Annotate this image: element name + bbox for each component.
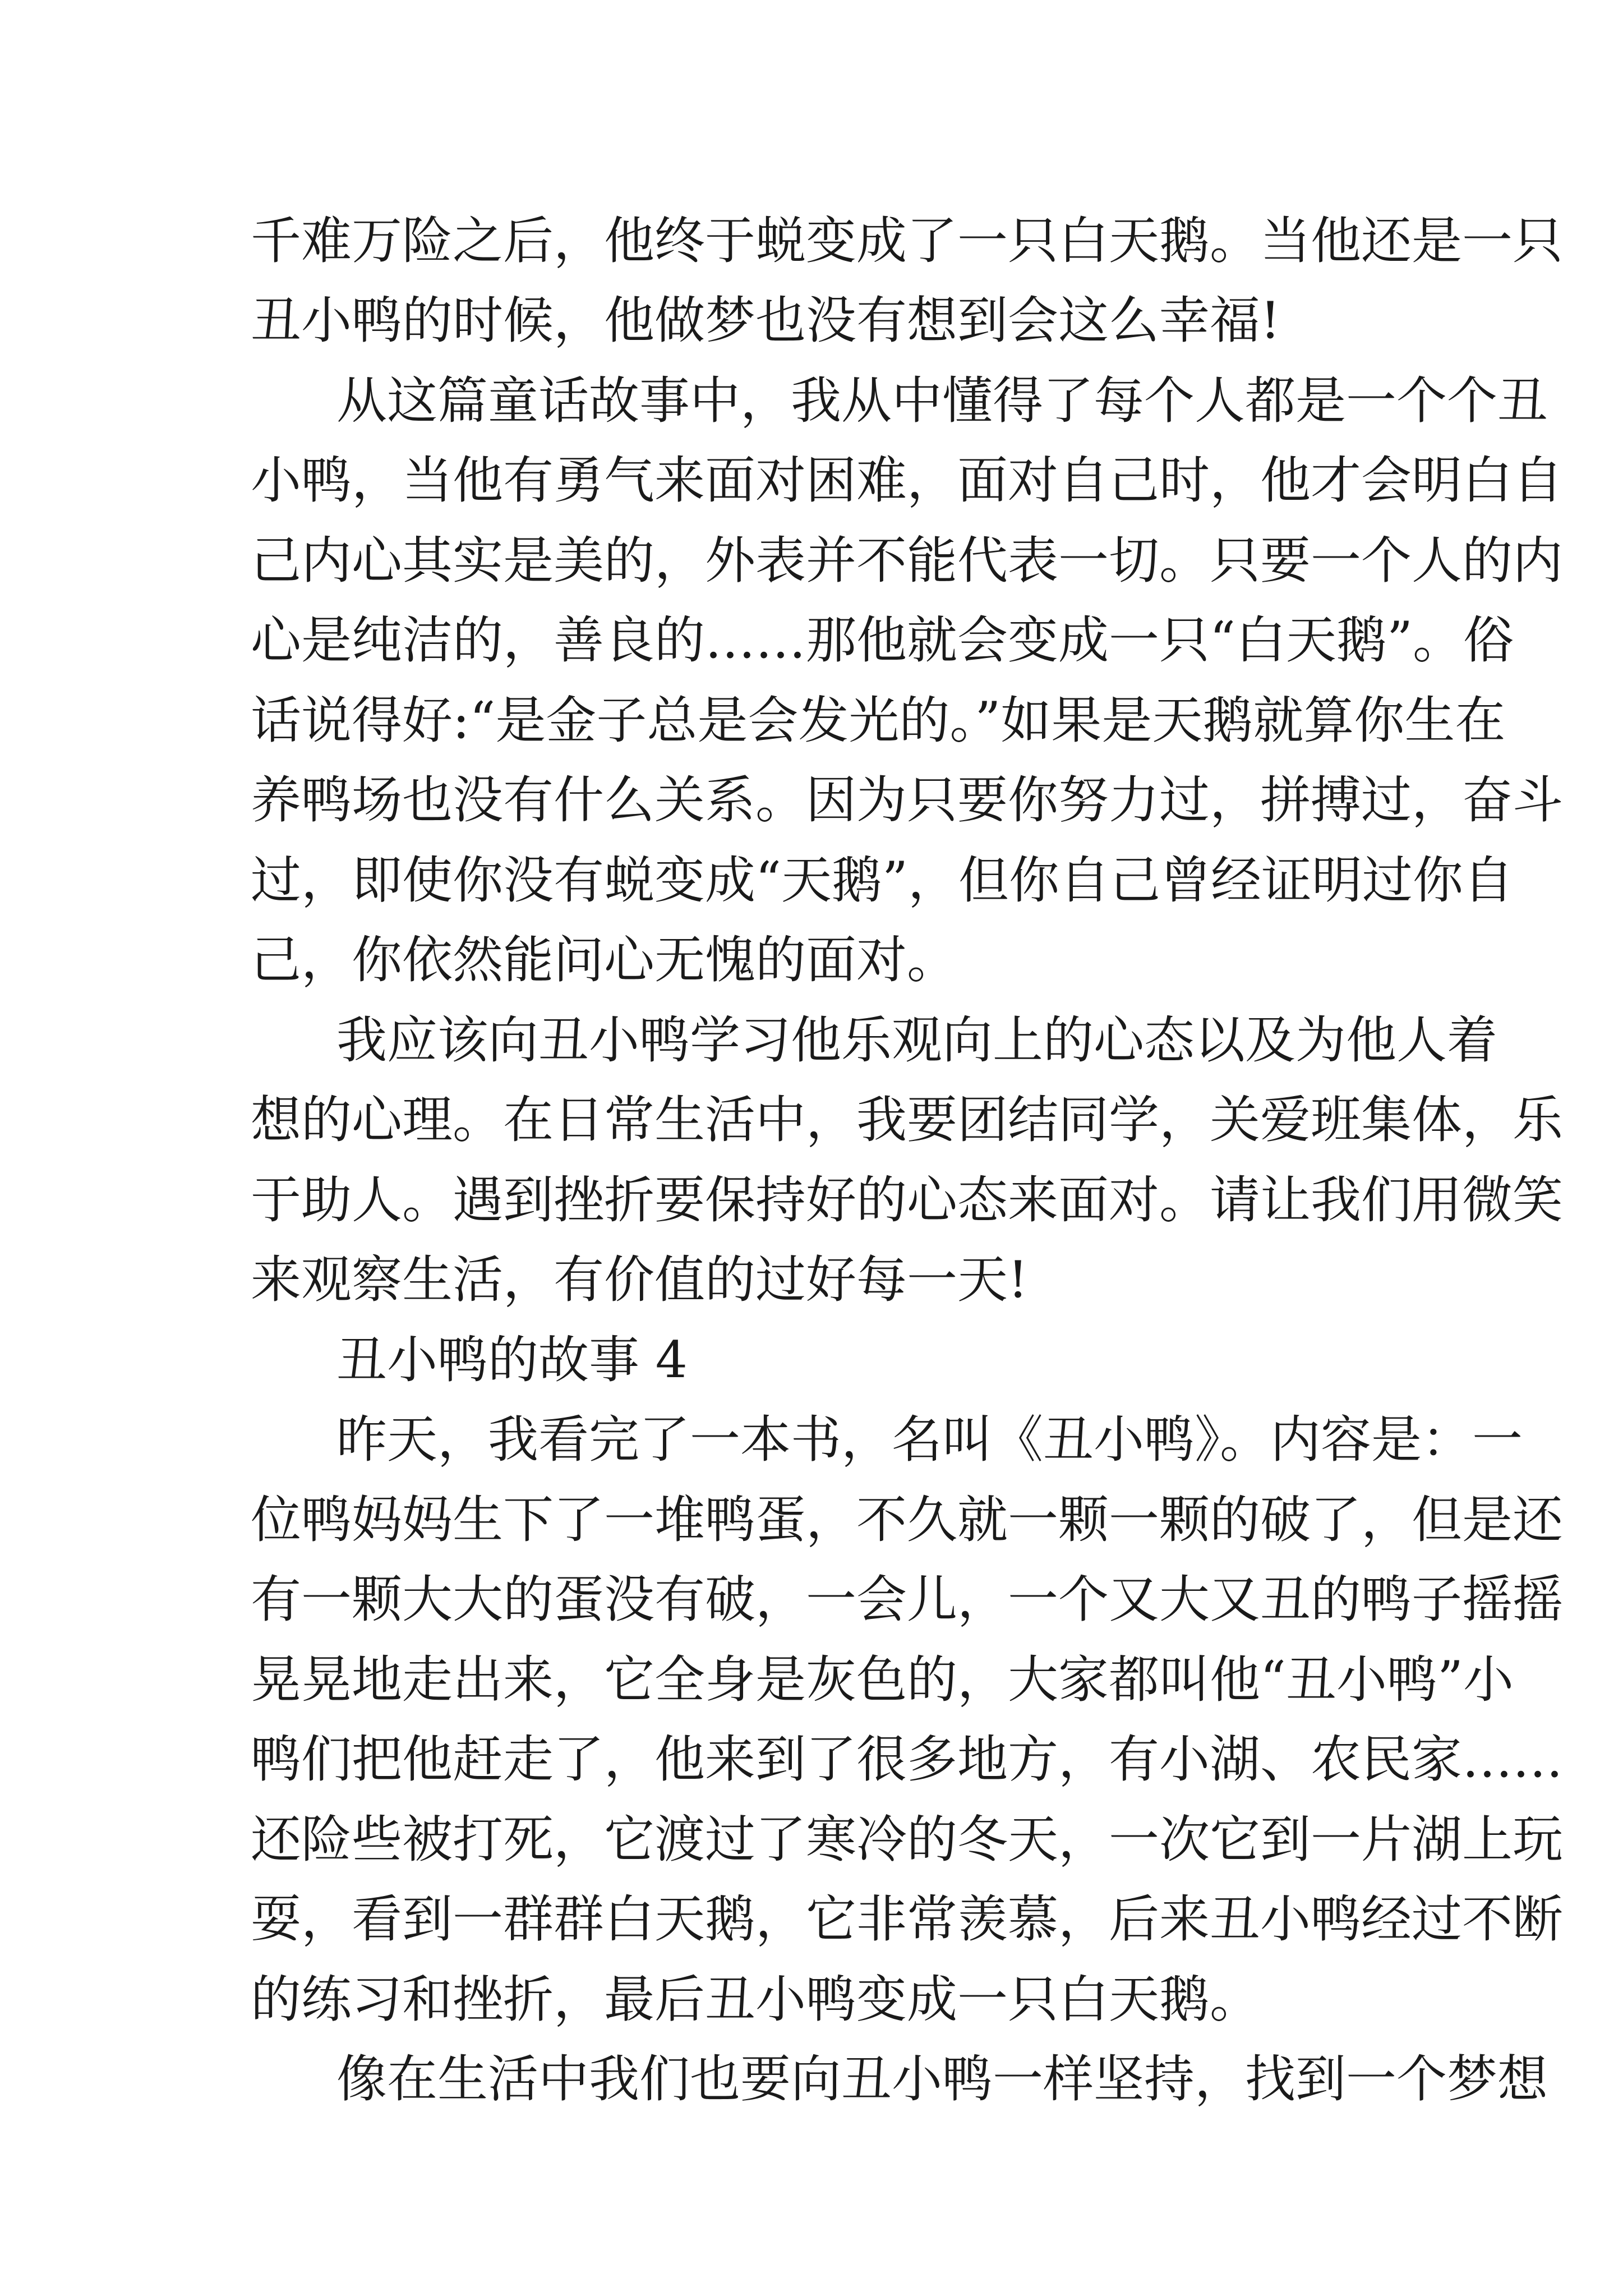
text-line: 己，你依然能问心无愧的面对。	[251, 931, 957, 990]
text-line: 养鸭场也没有什么关系。因为只要你努力过，拼搏过，奋斗	[251, 771, 1563, 830]
text-line: 心是纯洁的，善良的……那他就会变成一只“白天鹅”。俗	[251, 611, 1514, 670]
text-line: 鸭们把他赶走了，他来到了很多地方，有小湖、农民家……	[251, 1730, 1563, 1789]
text-line: 话说得好:“是金子总是会发光的。”如果是天鹅就算你生在	[251, 691, 1506, 750]
text-line: 己内心其实是美的，外表并不能代表一切。只要一个人的内	[251, 531, 1563, 590]
text-line: 于助人。遇到挫折要保持好的心态来面对。请让我们用微笑	[251, 1171, 1563, 1230]
paragraph-first-line: 昨天，我看完了一本书，名叫《丑小鸭》。内容是：一	[336, 1410, 1523, 1469]
text-line: 小鸭，当他有勇气来面对困难，面对自己时，他才会明白自	[251, 451, 1563, 510]
text-line: 的练习和挫折，最后丑小鸭变成一只白天鹅。	[251, 1970, 1260, 2029]
text-line: 千难万险之后，他终于蜕变成了一只白天鹅。当他还是一只	[251, 211, 1563, 270]
section-heading: 丑小鸭的故事 4	[336, 1331, 688, 1389]
paragraph-first-line: 我应该向丑小鸭学习他乐观向上的心态以及为他人着	[336, 1011, 1497, 1070]
text-line: 想的心理。在日常生活中，我要团结同学，关爱班集体，乐	[251, 1091, 1563, 1149]
text-line: 耍，看到一群群白天鹅，它非常羡慕，后来丑小鸭经过不断	[251, 1890, 1563, 1949]
text-line: 位鸭妈妈生下了一堆鸭蛋，不久就一颗一颗的破了，但是还	[251, 1490, 1563, 1549]
text-line: 还险些被打死，它渡过了寒冷的冬天，一次它到一片湖上玩	[251, 1810, 1563, 1869]
text-line: 有一颗大大的蛋没有破，一会儿，一个又大又丑的鸭子摇摇	[251, 1570, 1563, 1629]
text-line: 丑小鸭的时候，他做梦也没有想到会这么幸福!	[251, 291, 1281, 350]
paragraph-first-line: 像在生活中我们也要向丑小鸭一样坚持，找到一个梦想	[336, 2050, 1548, 2109]
paragraph-first-line: 从这篇童话故事中，我从中懂得了每个人都是一个个丑	[336, 371, 1548, 430]
text-line: 来观察生活，有价值的过好每一天!	[251, 1250, 1029, 1309]
text-line: 过，即使你没有蜕变成“天鹅”，但你自己曾经证明过你自	[251, 851, 1514, 910]
text-line: 晃晃地走出来，它全身是灰色的，大家都叫他“丑小鸭”小	[251, 1650, 1514, 1709]
